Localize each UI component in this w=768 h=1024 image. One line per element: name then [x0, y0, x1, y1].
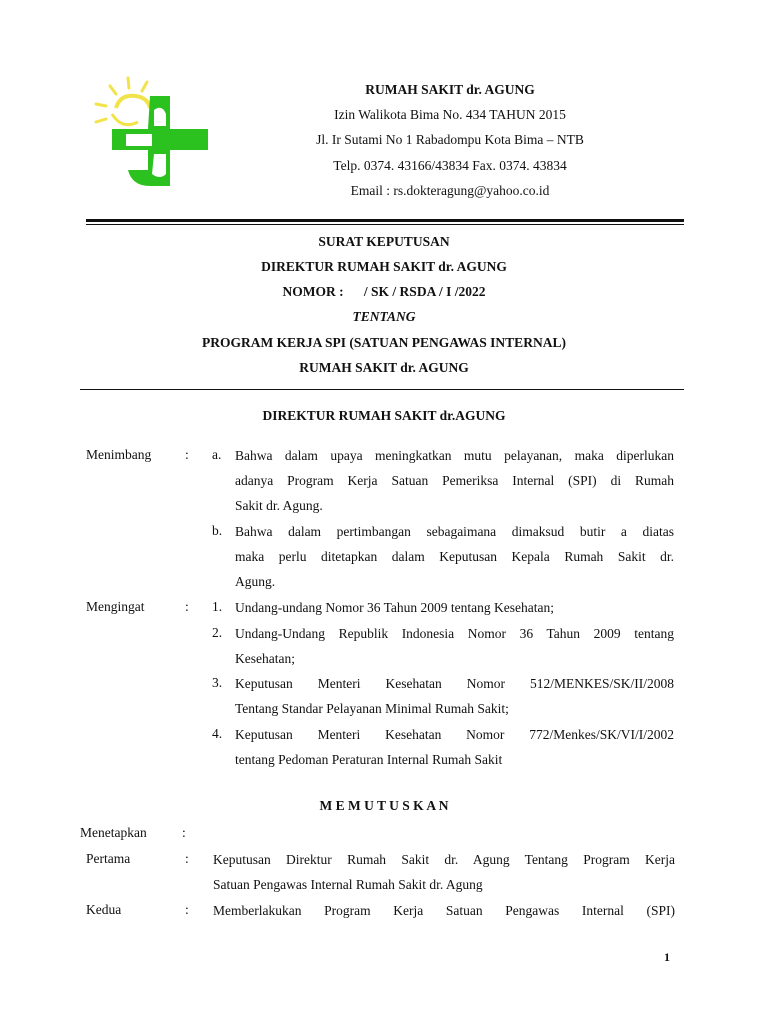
kedua-text — [213, 898, 675, 923]
menimbang-marker-b: b. — [212, 523, 223, 538]
mengingat-marker-4: 4. — [212, 726, 223, 741]
pertama-colon: : — [185, 851, 189, 866]
mengingat-2-line-2: Kesehatan; — [235, 651, 295, 666]
mengingat-marker-3: 3. — [212, 675, 223, 690]
nomor-label: NOMOR : — [282, 284, 344, 299]
hospital-name: RUMAH SAKIT dr. AGUNG — [365, 82, 535, 97]
mengingat-4-line-2: tentang Pedoman Peraturan Internal Rumah Sakit — [235, 752, 503, 767]
pertama-line-2: Satuan Pengawas Internal Rumah Sakit dr. Agung — [213, 877, 483, 892]
pertama-label: Pertama — [86, 851, 131, 866]
mengingat-label: Mengingat — [86, 599, 145, 614]
pertama-line-1: Keputusan Direktur Rumah Sakit dr. Agung Tentang Program Kerja — [213, 852, 675, 867]
kedua-label: Kedua — [86, 902, 122, 917]
kedua-colon: : — [185, 902, 189, 917]
mengingat-1-line-1: Undang-undang Nomor 36 Tahun 2009 tentang Kesehatan; — [235, 600, 554, 615]
mengingat-item-3 — [235, 671, 674, 721]
mengingat-3-line-1: Keputusan Menteri Kesehatan Nomor 512/MENKES/SK/II/2008 — [235, 676, 674, 691]
address-line: Jl. Ir Sutami No 1 Rabadompu Kota Bima – NTB — [316, 132, 584, 147]
permit-line: Izin Walikota Bima No. 434 TAHUN 2015 — [334, 107, 566, 122]
mengingat-2-line-1: Undang-Undang Republik Indonesia Nomor 36 Tahun 2009 tentang — [235, 626, 674, 641]
mengingat-item-4 — [235, 722, 674, 772]
page-number: 1 — [664, 950, 670, 964]
menimbang-item-a — [235, 443, 674, 518]
nomor-value: / SK / RSDA / I /2022 — [363, 284, 486, 299]
menimbang-label: Menimbang — [86, 447, 152, 462]
mengingat-item-1 — [235, 595, 674, 620]
subject-title: PROGRAM KERJA SPI (SATUAN PENGAWAS INTERNAL) — [202, 335, 566, 350]
hospital-logo — [92, 74, 218, 196]
menetapkan-colon: : — [182, 825, 186, 840]
menetapkan-label: Menetapkan — [80, 825, 147, 840]
menimbang-b-line-1: Bahwa dalam pertimbangan sebagaimana dimaksud butir a diatas — [235, 524, 674, 539]
menimbang-a-line-1: Bahwa dalam upaya meningkatkan mutu pelayanan, maka diperlukan — [235, 448, 674, 463]
menimbang-b-line-2: maka perlu ditetapkan dalam Keputusan Kepala Rumah Sakit dr. — [235, 549, 674, 564]
mengingat-marker-2: 2. — [212, 625, 223, 640]
kedua-line-1: Memberlakukan Program Kerja Satuan Pengawas Internal (SPI) — [213, 903, 675, 918]
menimbang-colon: : — [185, 447, 189, 462]
pertama-text — [213, 847, 675, 897]
menimbang-b-line-3: Agung. — [235, 574, 276, 589]
email-line: Email : rs.dokteragung@yahoo.co.id — [350, 183, 550, 198]
menimbang-a-line-2: adanya Program Kerja Satuan Pemeriksa Internal (SPI) di Rumah — [235, 473, 674, 488]
doc-issuer-title: DIREKTUR RUMAH SAKIT dr. AGUNG — [261, 259, 507, 274]
subject-hospital: RUMAH SAKIT dr. AGUNG — [299, 360, 469, 375]
mengingat-3-line-2: Tentang Standar Pelayanan Minimal Rumah Sakit; — [235, 701, 509, 716]
mengingat-marker-1: 1. — [212, 599, 223, 614]
header-rule-thin — [86, 224, 684, 225]
mengingat-item-2 — [235, 621, 674, 671]
cross-sun-icon — [92, 74, 218, 196]
menimbang-a-line-3: Sakit dr. Agung. — [235, 498, 323, 513]
nomor-line — [84, 283, 684, 301]
mengingat-4-line-1: Keputusan Menteri Kesehatan Nomor 772/Menkes/SK/VI/I/2002 — [235, 727, 674, 742]
header-rule-thick — [86, 219, 684, 222]
tentang-label: TENTANG — [352, 309, 416, 324]
menimbang-item-b — [235, 519, 674, 594]
mengingat-colon: : — [185, 599, 189, 614]
title-rule — [80, 389, 684, 390]
doc-type-title: SURAT KEPUTUSAN — [318, 234, 450, 249]
memutuskan-heading: M E M U T U S K A N — [319, 798, 449, 813]
menimbang-marker-a: a. — [212, 447, 222, 462]
director-heading: DIREKTUR RUMAH SAKIT dr.AGUNG — [262, 408, 506, 423]
phone-line: Telp. 0374. 43166/43834 Fax. 0374. 43834 — [333, 158, 567, 173]
